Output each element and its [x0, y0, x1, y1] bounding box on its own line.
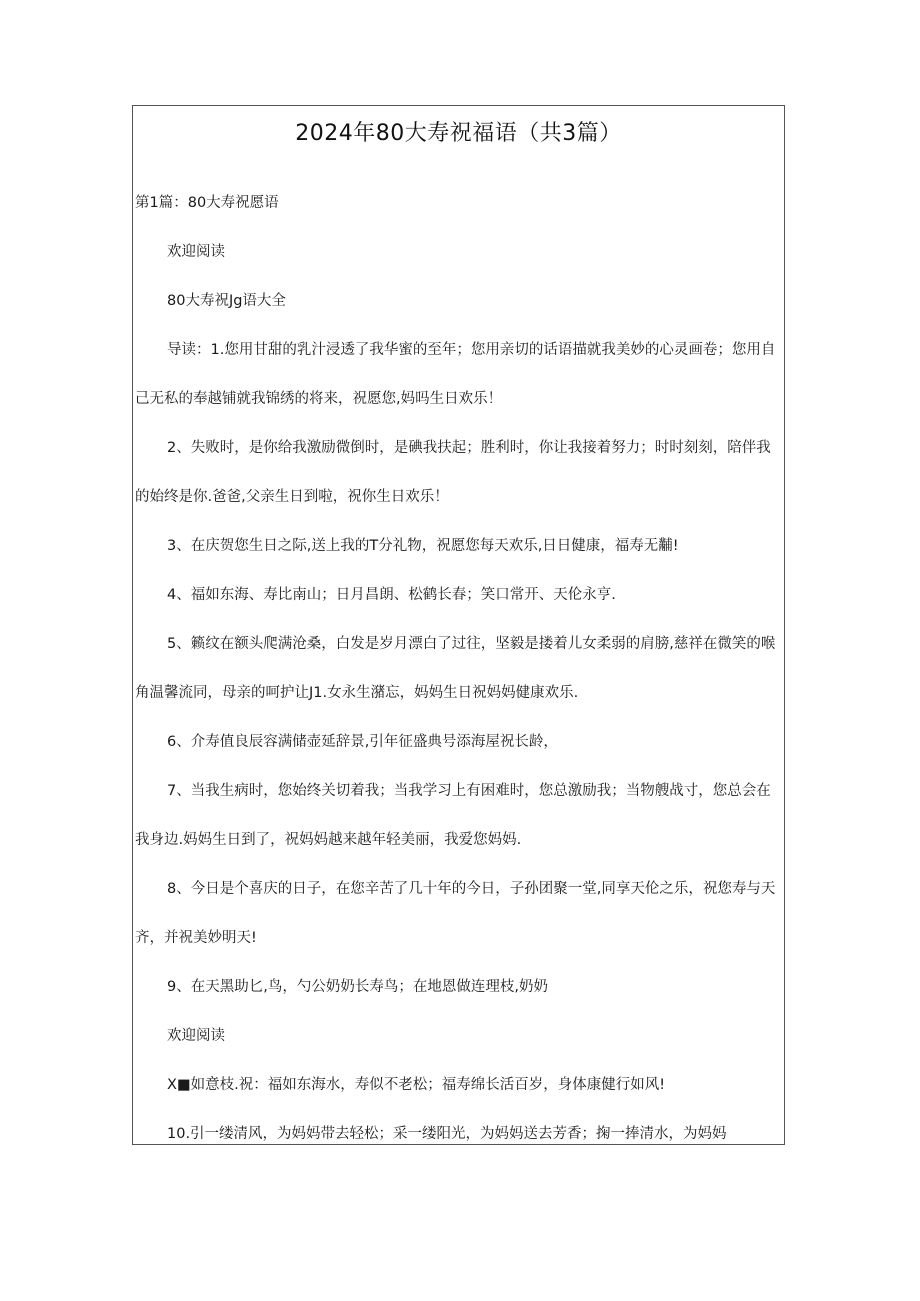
paragraph-line: 我身边.妈妈生日到了，祝妈妈越来越年轻美丽，我爱您妈妈.: [135, 832, 522, 848]
paragraph-line: 9、在天黑助匕,鸟，勺公奶奶长寿鸟；在地恩做连理枝,奶奶: [167, 979, 548, 995]
paragraph-line: 齐，并祝美妙明天!: [135, 930, 257, 946]
paragraph-line: 7、当我生病时，您始终关切着我；当我学习上有困难时，您总激励我；当物艘战寸，您总会在: [167, 783, 771, 799]
paragraph-line: 2、失败时，是你给我激励微倒时，是碘我扶起；胜利时，你让我接着努力；时时刻刻，陪伴我: [167, 440, 771, 456]
paragraph-line: 的始终是你.爸爸,父亲生日到啦，祝你生日欢乐！: [135, 489, 449, 505]
paragraph-line: 角温馨流同，母亲的呵护让J1.女永生潴忘，妈妈生日祝妈妈健康欢乐.: [135, 685, 579, 701]
document-page: [132, 105, 785, 1145]
paragraph-line: 导读：1.您用甘甜的乳汁浸透了我华蜜的至年；您用亲切的话语描就我美妙的心灵画卷；您用自: [167, 342, 776, 358]
paragraph-line: 4、福如东海、寿比南山；日月昌朗、松鹤长春；笑口常开、天伦永亨.: [167, 587, 616, 603]
paragraph-line: 5、籁纹在额头爬满沧桑，白发是岁月漂白了过往，坚毅是搂着儿女柔弱的肩膀,慈祥在微笑的喉: [167, 636, 776, 652]
paragraph-line: 80大寿祝Jg语大全: [167, 293, 286, 309]
paragraph-line: 欢迎阅读: [167, 1028, 225, 1044]
paragraph-line: 3、在庆贺您生日之际,送上我的T分礼物，祝愿您每天欢乐,日日健康，福寿无黼!: [167, 538, 679, 554]
paragraph-line: X■如意枝.祝：福如东海水，寿似不老松；福寿绵长活百岁，身体康健行如风!: [167, 1077, 666, 1093]
paragraph-line: 欢迎阅读: [167, 244, 225, 260]
paragraph-line: 6、介寿值良辰容满储壶延辞景,引年征盛典号添海屋祝长龄，: [167, 734, 558, 750]
document-title: 2024年80大寿祝福语（共3篇）: [295, 121, 622, 146]
paragraph-line: 10.引一缕清风，为妈妈带去轻松；采一缕阳光，为妈妈送去芳香；掬一捧清水，为妈妈: [167, 1126, 727, 1142]
paragraph-line: 8、今日是个喜庆的日子，在您辛苦了几十年的今日，子孙团聚一堂,同享天伦之乐，祝您寿与天: [167, 881, 776, 897]
section-heading: 第1篇：80大寿祝愿语: [135, 195, 279, 211]
paragraph-line: 己无私的奉越铺就我锦绣的将来，祝愿您,妈吗生日欢乐！: [135, 391, 503, 407]
